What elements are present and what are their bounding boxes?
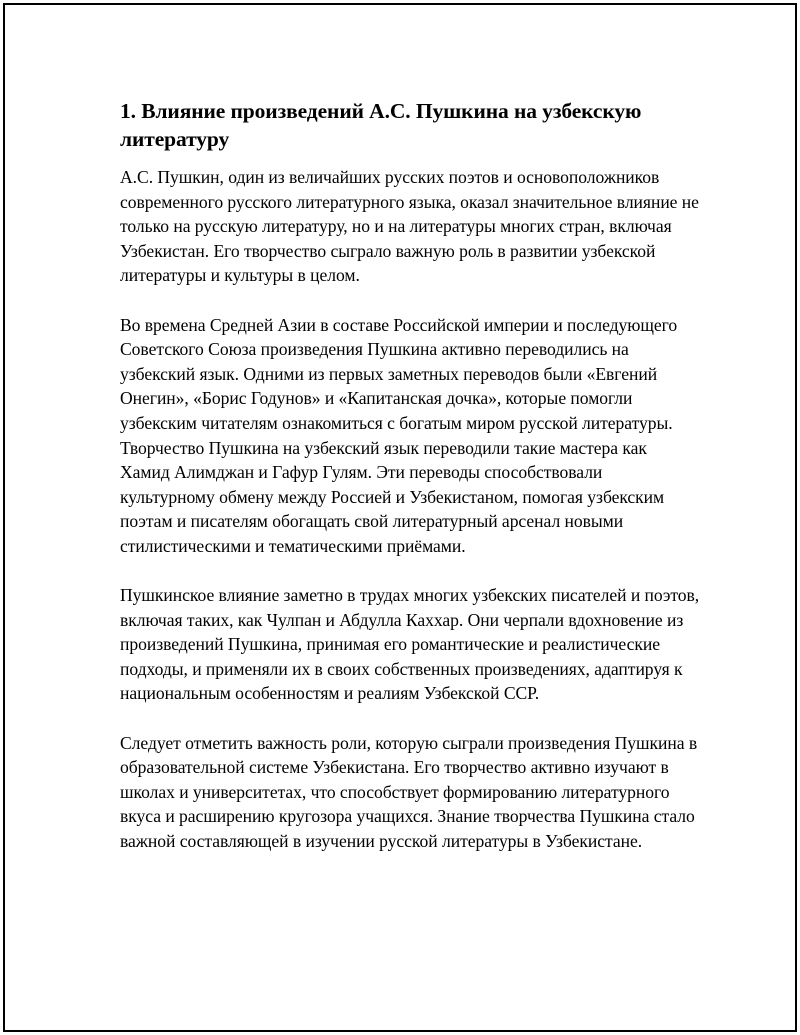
- document-body: [120, 97, 700, 878]
- paragraph: Следует отметить важность роли, которую сыграли произведения Пушкина в образовательной системе Узбекистана. Его творчество активно изучают в школах и университетах, что способствует формированию литературного вкуса и расширению кругозора учащихся. Знание творчества Пушкина стало важной составляющей в изучении русской литературы в Узбекистане.: [120, 732, 698, 852]
- paragraph: Во времена Средней Азии в составе Российской империи и последующего Советского Союза произведения Пушкина активно переводились на узбекский язык. Одними из первых заметных переводов были «Евгений Онегин», «Борис Годунов» и «Капитанская дочка», которые помогли узбекским читателям ознакомиться с богатым миром русской литературы. Творчество Пушкина на узбекский язык переводили такие мастера как Хамид Алимджан и Гафур Гулям. Эти переводы способствовали культурному обмену между Россией и Узбекистаном, помогая узбекским поэтам и писателям обогащать свой литературный арсенал новыми стилистическими и тематическими приёмами.: [120, 314, 678, 556]
- paragraph: Пушкинское влияние заметно в трудах многих узбекских писателей и поэтов, включая таких, как Чулпан и Абдулла Каххар. Они черпали вдохновение из произведений Пушкина, принимая его романтические и реалистические подходы, и применяли их в своих собственных произведениях, адаптируя к национальным особенностям и реалиям Узбекской ССР.: [120, 585, 700, 704]
- page-frame: [3, 3, 797, 1032]
- section-heading: 1. Влияние произведений А.С. Пушкина на узбекскую литературу: [120, 99, 642, 151]
- paragraph: А.С. Пушкин, один из величайших русских поэтов и основоположников современного русского литературного языка, оказал значительное влияние не только на русскую литературу, но и на литературы многих стран, включая Узбекистан. Его творчество сыграло важную роль в развитии узбекской литературы и культуры в целом.: [120, 167, 699, 286]
